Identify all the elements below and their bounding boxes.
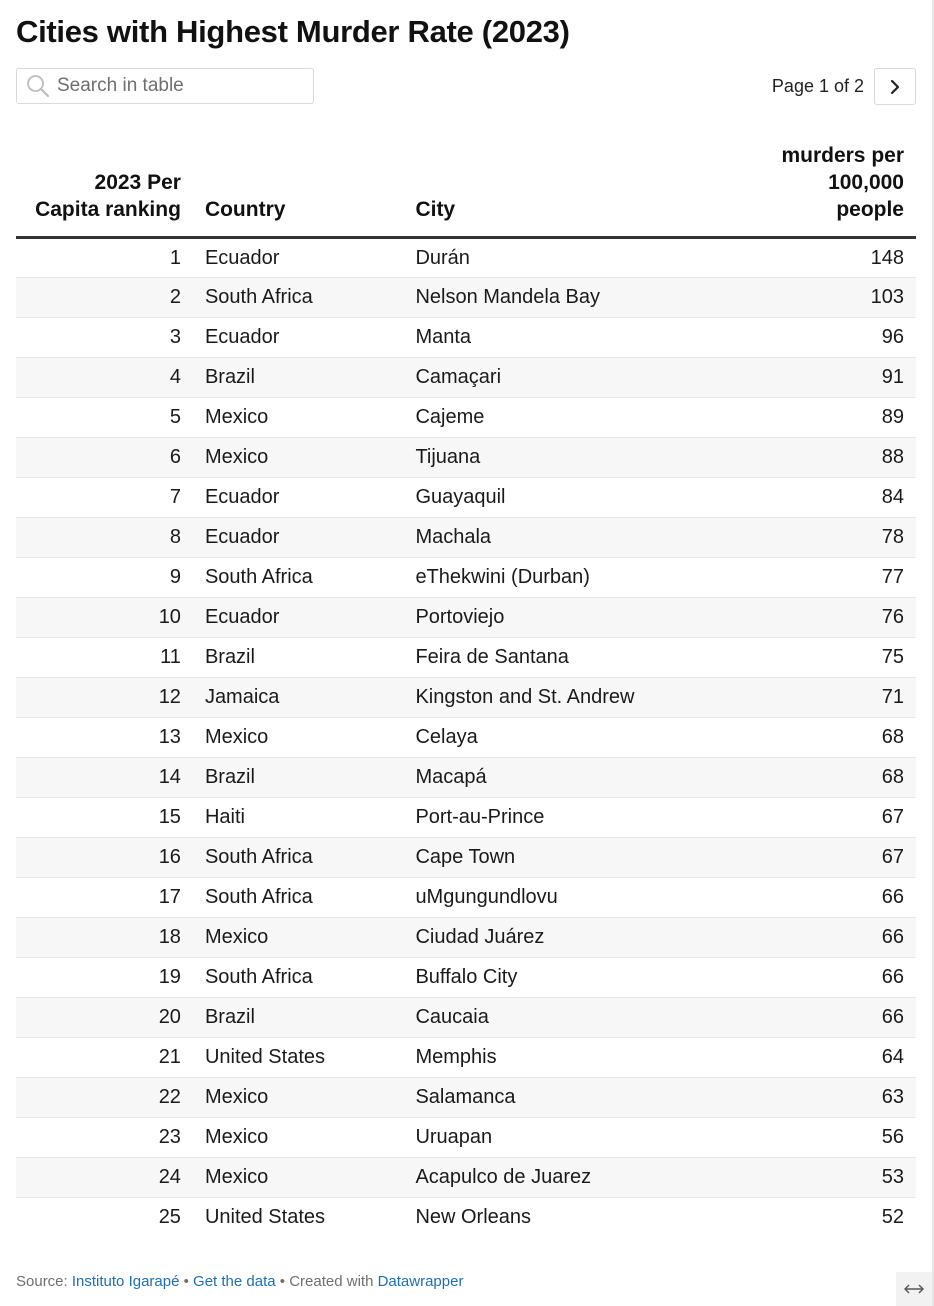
cell-ranking: 8 <box>16 518 193 558</box>
cell-rate: 56 <box>749 1118 916 1158</box>
cell-city: Manta <box>403 318 749 358</box>
table-row <box>16 638 916 678</box>
cell-ranking: 19 <box>16 958 193 998</box>
cell-city: Kingston and St. Andrew <box>403 678 749 718</box>
cell-country: United States <box>204 1206 326 1229</box>
cell-country: South Africa <box>193 838 404 878</box>
cell-rate: 66 <box>749 998 916 1038</box>
cell-ranking: 20 <box>16 998 193 1038</box>
cell-ranking: 23 <box>16 1118 193 1158</box>
cell-country: Mexico <box>193 718 404 758</box>
cell-rate: 68 <box>749 758 916 798</box>
table-row <box>16 478 916 518</box>
cell-country: Ecuador <box>193 598 404 638</box>
cell-rate: 89 <box>749 398 916 438</box>
table-row <box>16 678 916 718</box>
table-row <box>16 838 916 878</box>
cell-rate: 66 <box>749 878 916 918</box>
table-row <box>16 1158 916 1198</box>
cell-country: Mexico <box>193 1118 404 1158</box>
cell-city: Durán <box>403 238 749 278</box>
cell-ranking: 4 <box>16 358 193 398</box>
cell-ranking: 17 <box>16 878 193 918</box>
search-icon <box>25 73 51 99</box>
table-header-row <box>16 142 916 238</box>
table-row <box>16 518 916 558</box>
cell-country: Mexico <box>193 918 404 958</box>
cell-ranking: 25 <box>158 1206 181 1229</box>
table-row <box>16 1118 916 1158</box>
cell-country: Ecuador <box>193 518 404 558</box>
search-box[interactable] <box>16 68 314 104</box>
cell-city: Memphis <box>403 1038 749 1078</box>
cell-country: Brazil <box>193 358 404 398</box>
cell-city: Celaya <box>403 718 749 758</box>
cell-rate: 88 <box>749 438 916 478</box>
pagination <box>772 68 916 105</box>
cell-rate: 84 <box>749 478 916 518</box>
created-prefix: Created with <box>289 1273 378 1290</box>
cell-city: New Orleans <box>415 1206 532 1229</box>
next-page-button[interactable] <box>874 68 916 105</box>
table-row <box>16 758 916 798</box>
cell-rate: 67 <box>749 798 916 838</box>
footer-separator: • <box>179 1273 194 1290</box>
cell-city: Portoviejo <box>403 598 749 638</box>
source-prefix: Source: <box>16 1273 72 1290</box>
page-title: Cities with Highest Murder Rate (2023) <box>16 14 570 49</box>
cell-city: Guayaquil <box>403 478 749 518</box>
cell-country: South Africa <box>193 958 404 998</box>
get-data-link[interactable]: Get the data <box>193 1273 276 1290</box>
cell-city: Uruapan <box>403 1118 749 1158</box>
cell-ranking: 9 <box>16 558 193 598</box>
cell-ranking: 22 <box>16 1078 193 1118</box>
search-input[interactable] <box>57 75 297 97</box>
cell-rate: 77 <box>749 558 916 598</box>
footer <box>16 1273 463 1290</box>
cell-rate: 66 <box>749 918 916 958</box>
horizontal-resize-icon <box>902 1283 926 1295</box>
cell-rate: 78 <box>749 518 916 558</box>
cell-ranking: 15 <box>16 798 193 838</box>
cell-rate: 66 <box>749 958 916 998</box>
cell-country: Brazil <box>193 758 404 798</box>
cell-city: Salamanca <box>403 1078 749 1118</box>
table-row <box>16 1038 916 1078</box>
cell-ranking: 2 <box>16 278 193 318</box>
cell-city: Acapulco de Juarez <box>403 1158 749 1198</box>
cell-country: Mexico <box>193 1078 404 1118</box>
table-row <box>16 718 916 758</box>
cell-city: Tijuana <box>403 438 749 478</box>
cell-rate: 91 <box>749 358 916 398</box>
cell-ranking: 7 <box>16 478 193 518</box>
cell-ranking: 24 <box>16 1158 193 1198</box>
source-link[interactable]: Instituto Igarapé <box>71 1273 180 1290</box>
cell-city: Nelson Mandela Bay <box>403 278 749 318</box>
cell-country: Ecuador <box>193 478 404 518</box>
cell-rate: 71 <box>749 678 916 718</box>
table-row <box>16 1078 916 1118</box>
cell-ranking: 6 <box>16 438 193 478</box>
cell-rate: 103 <box>749 278 916 318</box>
table-row <box>16 598 916 638</box>
table-row <box>16 318 916 358</box>
cell-city: Caucaia <box>403 998 749 1038</box>
data-table <box>16 142 916 1238</box>
cell-city: Cape Town <box>403 838 749 878</box>
cell-rate: 148 <box>749 238 916 278</box>
cell-country: South Africa <box>193 278 404 318</box>
cell-country: Ecuador <box>193 318 404 358</box>
page-indicator: Page 1 of 2 <box>771 76 864 96</box>
table-body <box>16 238 916 1238</box>
cell-country: Mexico <box>193 398 404 438</box>
table-row <box>16 398 916 438</box>
cell-ranking: 10 <box>16 598 193 638</box>
cell-ranking: 1 <box>16 238 193 278</box>
table-row <box>16 278 916 318</box>
cell-country: Brazil <box>193 638 404 678</box>
cell-country: Mexico <box>193 438 404 478</box>
cell-rate: 53 <box>749 1158 916 1198</box>
table-row <box>16 918 916 958</box>
cell-ranking: 18 <box>16 918 193 958</box>
column-header-rate[interactable]: murders per 100,000 people <box>749 142 916 238</box>
table-row <box>16 358 916 398</box>
cell-rate: 75 <box>749 638 916 678</box>
cell-city: Cajeme <box>403 398 749 438</box>
cell-city: Machala <box>403 518 749 558</box>
cell-ranking: 3 <box>16 318 193 358</box>
cell-rate: 64 <box>749 1038 916 1078</box>
cell-city: Buffalo City <box>403 958 749 998</box>
cell-city: Ciudad Juárez <box>403 918 749 958</box>
cell-country: Ecuador <box>193 238 404 278</box>
table-row <box>16 1198 916 1238</box>
cell-ranking: 21 <box>16 1038 193 1078</box>
table-row <box>16 238 916 278</box>
resize-handle[interactable] <box>896 1272 932 1306</box>
column-header-ranking[interactable]: 2023 Per Capita ranking <box>16 142 193 238</box>
table-row <box>16 958 916 998</box>
column-header-country[interactable]: Country <box>193 142 404 238</box>
cell-ranking: 11 <box>16 638 193 678</box>
cell-ranking: 13 <box>16 718 193 758</box>
cell-rate: 63 <box>749 1078 916 1118</box>
cell-rate: 96 <box>749 318 916 358</box>
footer-separator: • <box>275 1273 290 1290</box>
cell-country: Jamaica <box>193 678 404 718</box>
cell-city: uMgungundlovu <box>403 878 749 918</box>
cell-city: eThekwini (Durban) <box>403 558 749 598</box>
cell-country: Brazil <box>193 998 404 1038</box>
cell-ranking: 14 <box>16 758 193 798</box>
cell-country: United States <box>193 1038 404 1078</box>
cell-country: Haiti <box>193 798 404 838</box>
cell-city: Macapá <box>403 758 749 798</box>
cell-city: Feira de Santana <box>403 638 749 678</box>
cell-rate: 68 <box>749 718 916 758</box>
cell-rate: 67 <box>749 838 916 878</box>
table-row <box>16 438 916 478</box>
datawrapper-link[interactable]: Datawrapper <box>377 1273 464 1290</box>
cell-ranking: 5 <box>16 398 193 438</box>
cell-country: South Africa <box>193 558 404 598</box>
table-row <box>16 878 916 918</box>
cell-ranking: 16 <box>16 838 193 878</box>
cell-city: Port-au-Prince <box>403 798 749 838</box>
table-row <box>16 998 916 1038</box>
chevron-right-icon <box>888 79 902 95</box>
cell-rate: 52 <box>881 1206 904 1229</box>
cell-country: South Africa <box>193 878 404 918</box>
table-row <box>16 798 916 838</box>
column-header-city[interactable]: City <box>403 142 749 238</box>
table-row <box>16 558 916 598</box>
cell-country: Mexico <box>193 1158 404 1198</box>
cell-ranking: 12 <box>16 678 193 718</box>
cell-city: Camaçari <box>403 358 749 398</box>
cell-rate: 76 <box>749 598 916 638</box>
